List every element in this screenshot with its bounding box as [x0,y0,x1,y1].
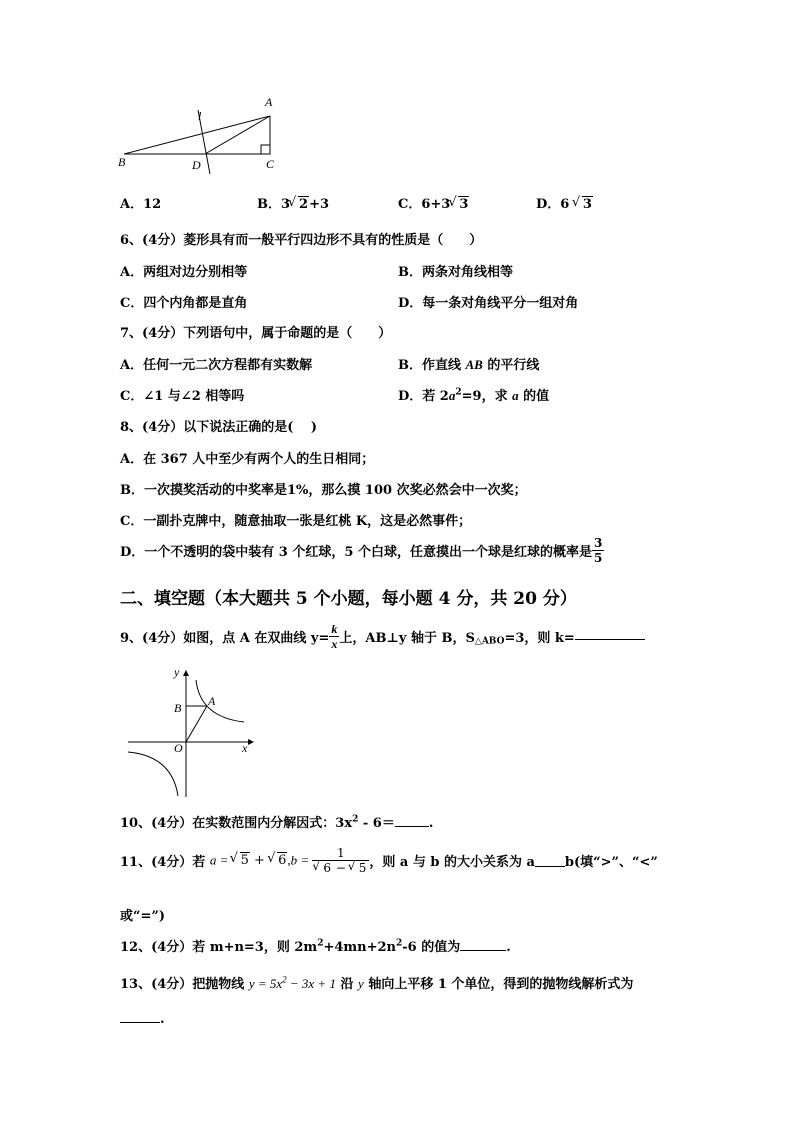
q10-answer-blank[interactable] [395,814,429,827]
line-BA [124,116,270,154]
label-l: l [198,109,202,123]
q5-option-c: C．6+3√ 3 [398,193,469,212]
q10-stem: 10、(4分）在实数范围内分解因式：$3x^2 - 6=$ . [120,814,434,831]
segment-OA [186,706,207,742]
label-y: y [174,665,180,679]
label-B: B [118,155,126,169]
label-O: O [174,741,183,755]
q8-stem: 8、(4分）以下说法正确的是( ) [120,420,318,435]
line-DA [205,116,270,154]
label-A: A [265,95,273,109]
q9-answer-blank[interactable] [575,627,645,640]
q6-option-b: B．两条对角线相等 [398,265,513,280]
q13-answer-line: . [120,1010,165,1027]
q7-option-c: C．∠1 与∠2 相等吗 [120,389,245,404]
q11-answer-blank[interactable] [535,854,565,867]
label-x: x [242,741,248,755]
q6-option-d: D．每一条对角线平分一组对角 [398,296,579,311]
triangle-figure [110,92,290,177]
q7-option-d: D．若 $2a^2=9$，求 a 的值 [398,387,550,404]
q6-option-a: A．两组对边分别相等 [120,265,248,280]
right-angle-mark [261,145,270,154]
q6-option-c: C．四个内角都是直角 [120,296,248,311]
q8-option-d: D．一个不透明的袋中装有 3 个红球，5 个白球，任意摸出一个球是红球的概率是 $\frac{3}{5}$ [120,536,603,565]
q5-option-b: B．3√ 2+3 [257,193,329,212]
label-D: D [192,158,201,172]
q12-answer-blank[interactable] [460,938,506,951]
q7-option-b: B．作直线 AB 的平行线 [398,357,540,373]
q12-stem: 12、(4分）若 m+n=3，则 $2m^2+4mn+2n^2-6$ 的值为 . [120,938,511,955]
q8-option-a: A．在 367 人中至少有两个人的生日相同； [120,452,375,467]
q5-option-d: D．6 √ 3 [536,193,593,212]
q7-stem: 7、(4分）下列语句中，属于命题的是（ ） [120,326,392,341]
hyperbola-branch-1 [196,680,244,722]
q11-stem: 11、(4分）若 a = √ 5 + √ 6,b = 1 √ 6 − √ 5 ，则 a 与 b 的大小关系为 a b(填“>”、“<” [120,846,658,875]
q13-answer-blank[interactable] [120,1010,160,1023]
y-axis-arrow [183,670,189,676]
hyperbola-branch-2 [128,752,178,796]
q7-option-a: A．任何一元二次方程都有实数解 [120,358,313,373]
q6-stem: 6、(4分）菱形具有而一般平行四边形不具有的性质是（ ） [120,233,483,248]
q5-option-a: A．12 [120,197,162,212]
label-A: A [208,694,216,708]
x-axis-arrow [248,739,254,745]
q11-stem-continued: 或“=”) [120,909,165,924]
q13-stem: 13、(4分）把抛物线 $y = 5x^2 - 3x + 1$ 沿 y 轴向上平移 1 个单位，得到的抛物线解析式为 [120,974,634,992]
hyperbola-figure [122,662,262,802]
q9-stem: 9、(4分）如图，点 A 在双曲线 y= $\frac{k}{x}$ 上，AB⊥y 轴于 B，$S_{\triangle ABO}=3$，则 k= [120,622,645,651]
section-2-heading: 二、填空题（本大题共 5 个小题，每小题 4 分，共 20 分） [120,589,577,609]
q8-option-c: C．一副扑克牌中，随意抽取一张是红桃 K，这是必然事件； [120,514,472,529]
q8-option-b: B．一次摸奖活动的中奖率是1%，那么摸 100 次奖必然会中一次奖； [120,483,527,498]
label-B: B [174,701,182,715]
label-C: C [266,157,275,171]
